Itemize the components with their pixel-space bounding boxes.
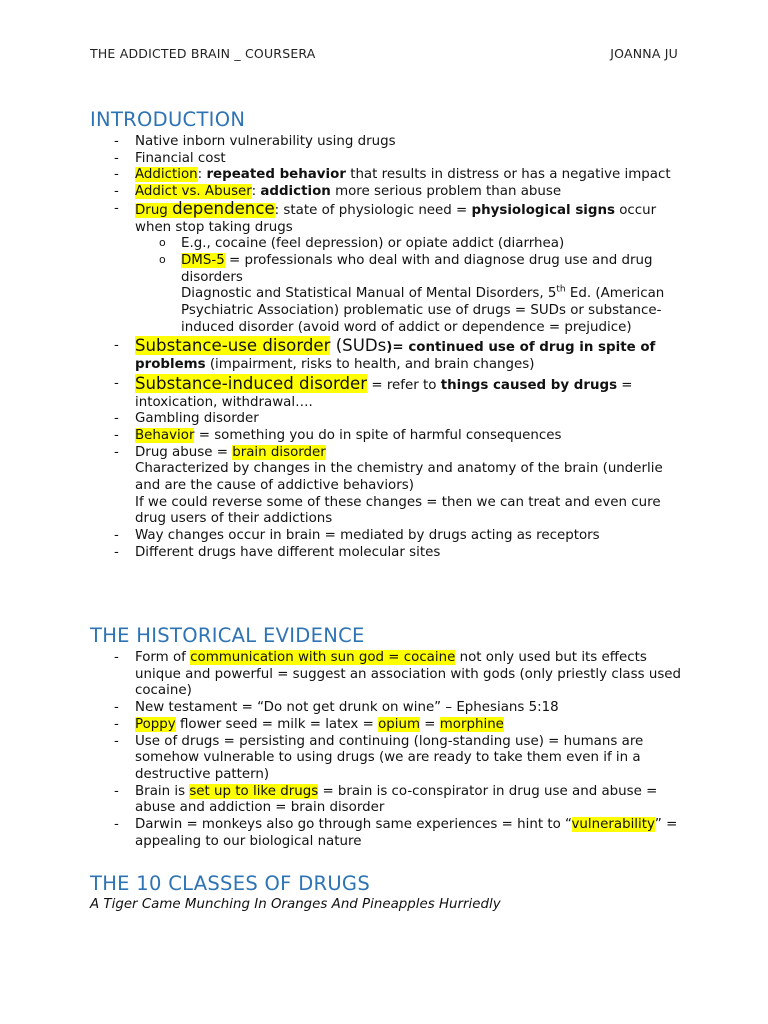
list-item: - Addiction: repeated behavior that results in distress or has a negative impact [90, 167, 690, 184]
sub-list [135, 236, 690, 336]
list-item: - Drug abuse = brain disorder Characterized by changes in the chemistry and anatomy of the brain (underlie and are the cause of addictive behaviors) If we could reverse some of these changes = then we can treat and even cure drug users of their addictions [90, 445, 690, 529]
list-item: - Way changes occur in brain = mediated by drugs acting as receptors [90, 528, 690, 545]
highlight: Addict vs. Abuser [135, 184, 252, 200]
list-item: - Poppy flower seed = milk = latex = opium = morphine [90, 717, 690, 734]
list-item: - Darwin = monkeys also go through same experiences = hint to “vulnerability” = appealing to our biological nature [90, 817, 690, 850]
list-item: - Use of drugs = persisting and continuing (long-standing use) = humans are somehow vulnerable to using drugs (we are ready to take them even if in a destructive pattern) [90, 734, 690, 784]
highlight: opium [378, 716, 421, 732]
section-heading-introduction: INTRODUCTION [90, 108, 246, 131]
highlight: Addiction [135, 167, 198, 183]
highlight: set up to like drugs [189, 783, 319, 799]
list-item: - Drug dependence: state of physiologic need = physiological signs occur when stop taking drugs o E.g., cocaine (feel depression) or opiate addict (diarrhea) o DMS-5 = professionals who deal with and diagnose drug use and drug disorders Diagnostic and Statistical Manual of Mental Disorders, 5th Ed. (American Psychiatric Association) problematic use of drugs = SUDs or substance-induced disorder (avoid word of addict or dependence = prejudice) [90, 201, 690, 337]
highlight: brain disorder [232, 444, 326, 460]
list-item: - Native inborn vulnerability using drugs [90, 134, 690, 151]
section-heading-historical-evidence: THE HISTORICAL EVIDENCE [90, 624, 365, 647]
list-item: - Substance-use disorder (SUDs)= continued use of drug in spite of problems (impairment, risks to health, and brain changes) [90, 338, 690, 373]
introduction-list [90, 134, 690, 562]
historical-evidence-list [90, 650, 690, 850]
list-item: - Behavior = something you do in spite of harmful consequences [90, 428, 690, 445]
list-item: - Financial cost [90, 151, 690, 168]
highlight: Poppy [135, 716, 176, 732]
highlight: DMS-5 [181, 252, 225, 268]
highlight: Substance-use disorder [135, 336, 331, 356]
list-item: - Substance-induced disorder = refer to things caused by drugs = intoxication, withdrawal…. [90, 376, 690, 411]
highlight: vulnerability [571, 817, 655, 833]
highlight: Behavior [135, 427, 195, 443]
highlight: communication with sun god = cocaine [190, 650, 456, 665]
list-item: - New testament = “Do not get drunk on wine” – Ephesians 5:18 [90, 700, 690, 717]
header-author: JOANNA JU [610, 46, 678, 61]
list-item: - Brain is set up to like drugs = brain is co-conspirator in drug use and abuse = abuse and addiction = brain disorder [90, 784, 690, 817]
list-item: - Form of communication with sun god = cocaine not only used but its effects unique and powerful = suggest an association with gods (only priestly class used cocaine) [90, 650, 690, 700]
list-item: - Different drugs have different molecular sites [90, 545, 690, 562]
list-item: - Gambling disorder [90, 411, 690, 428]
sub-list-item: o E.g., cocaine (feel depression) or opiate addict (diarrhea) [135, 236, 690, 253]
list-item: - Addict vs. Abuser: addiction more serious problem than abuse [90, 184, 690, 201]
highlight: Drug dependence [135, 198, 275, 218]
highlight: Substance-induced disorder [135, 373, 368, 393]
mnemonic-subtitle: A Tiger Came Munching In Oranges And Pineapples Hurriedly [90, 897, 501, 912]
highlight: morphine [439, 716, 504, 732]
section-heading-drug-classes: THE 10 CLASSES OF DRUGS [90, 872, 371, 895]
sub-list-item: o DMS-5 = professionals who deal with and diagnose drug use and drug disorders Diagnostic and Statistical Manual of Mental Disorders, 5th Ed. (American Psychiatric Association) problematic use of drugs = SUDs or substance-induced disorder (avoid word of addict or dependence = prejudice) [135, 253, 690, 337]
header-title: THE ADDICTED BRAIN _ COURSERA [90, 46, 316, 61]
